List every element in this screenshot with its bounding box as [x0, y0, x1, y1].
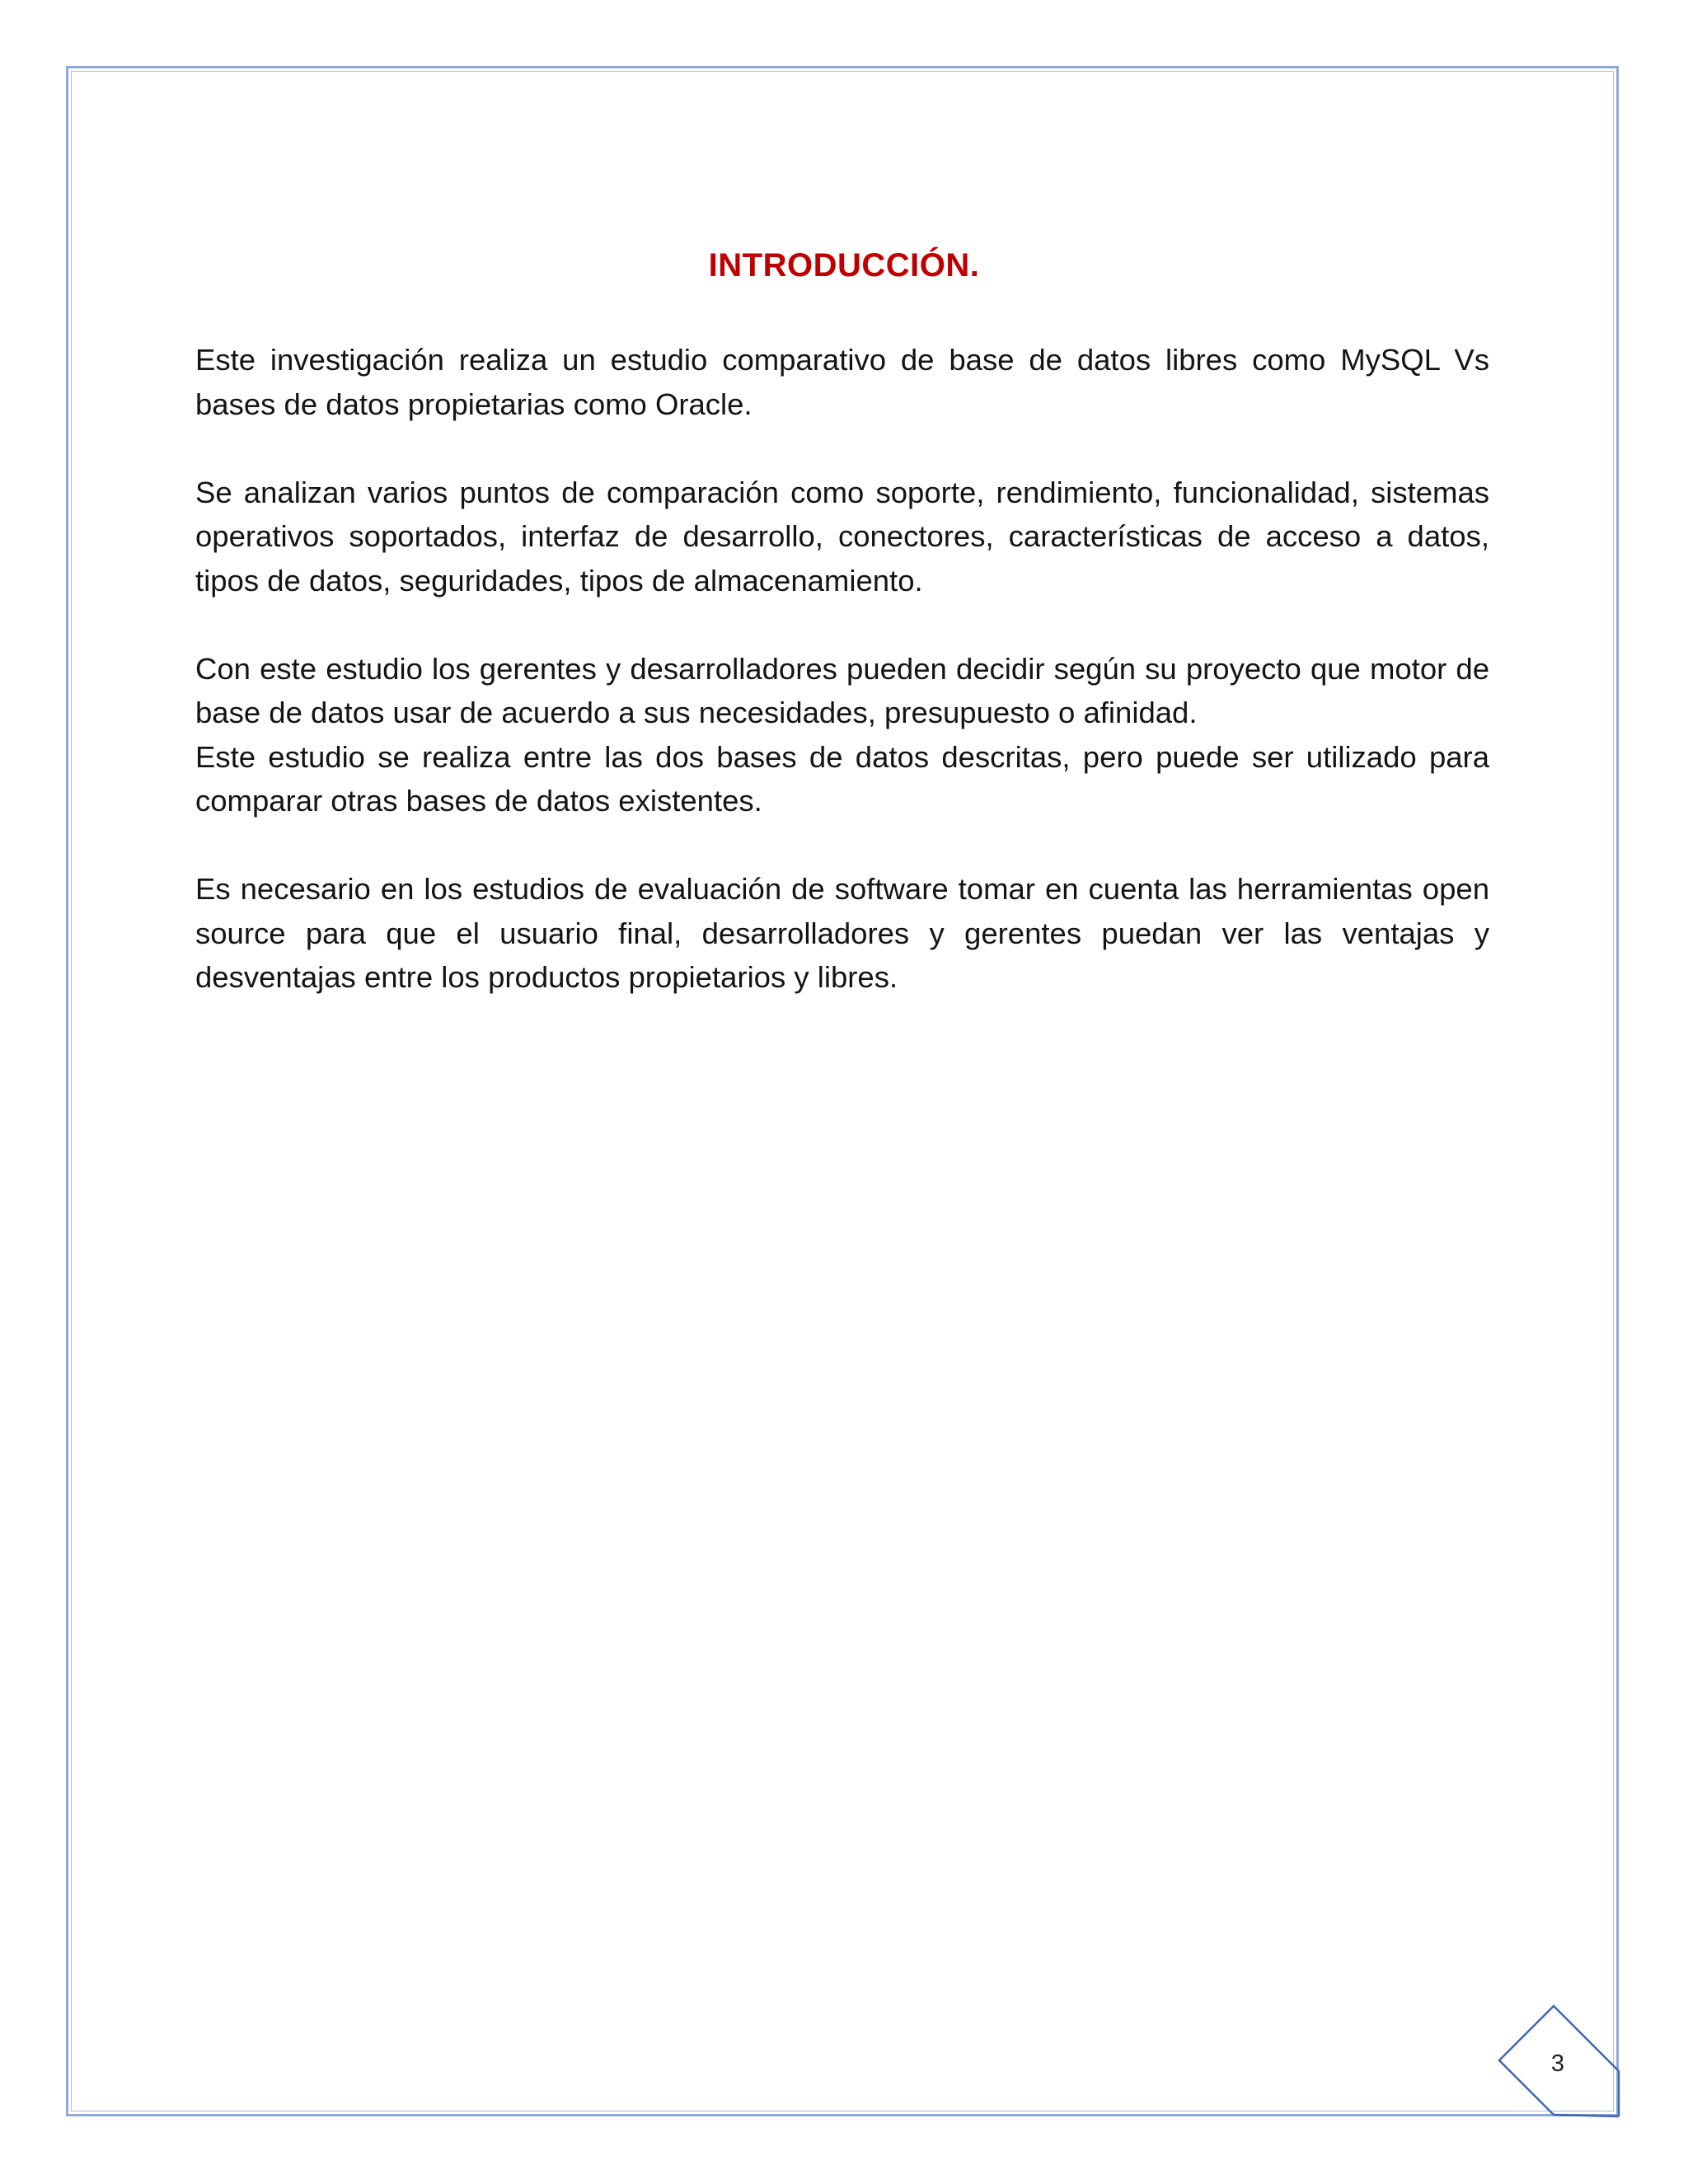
paragraph-open-source: Es necesario en los estudios de evaluación de software tomar en cuenta las herramientas open source para que el usuario final, desarrolladores y gerentes puedan ver las ventajas y desventajas entre los productos propietarios y libres.: [195, 872, 1489, 994]
document-title: INTRODUCCIÓN.: [708, 247, 980, 284]
page-number-badge-icon: [1484, 1978, 1624, 2118]
paragraph-decision: Con este estudio los gerentes y desarrolladores pueden decidir según su proyecto que motor de base de datos usar de acuerdo a sus necesidades, presupuesto o afinidad.: [195, 651, 1489, 729]
paragraph-comparison-points: Se analizan varios puntos de comparación como soporte, rendimiento, funcionalidad, sistemas operativos soportados, interfaz de desarrollo, conectores, características de acceso a datos, tipos de datos, seguridades, tipos de almacenamiento.: [195, 475, 1489, 598]
paragraph-scope: Este estudio se realiza entre las dos bases de datos descritas, pero puede ser utilizado para comparar otras bases de datos existentes.: [195, 739, 1489, 818]
page-number: 3: [1550, 2050, 1565, 2077]
paragraph-intro: Este investigación realiza un estudio comparativo de base de datos libres como MySQL Vs bases de datos propietarias como Oracle.: [195, 343, 1489, 421]
document-body: [195, 338, 1489, 1043]
